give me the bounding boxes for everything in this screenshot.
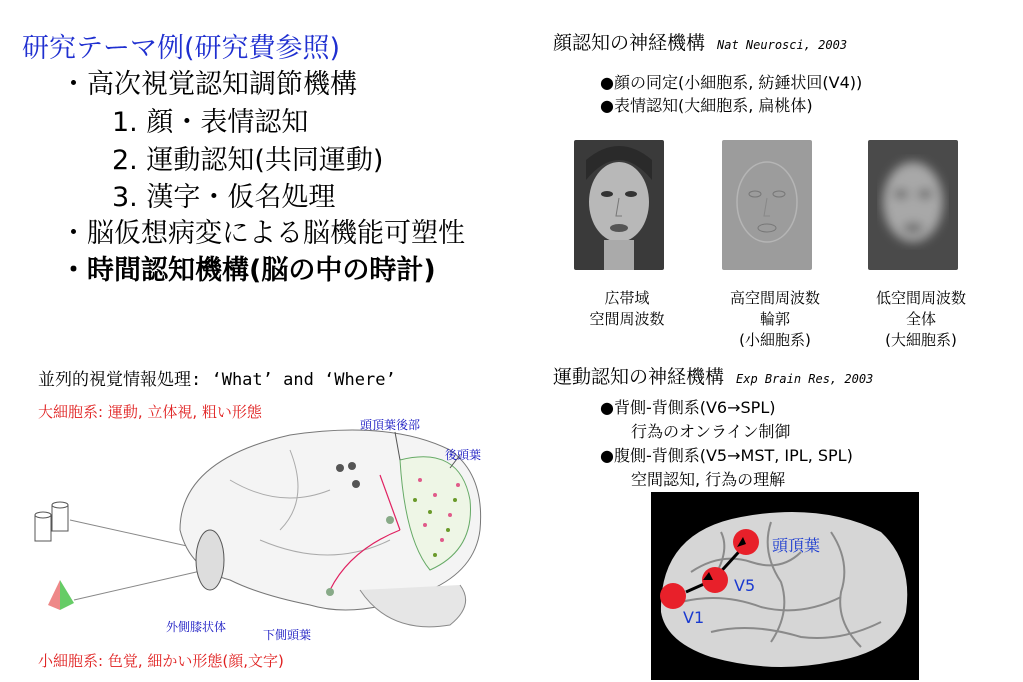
caption-high-freq bbox=[720, 288, 830, 351]
caption-line: 広帯域 bbox=[604, 289, 650, 307]
list-item-time: ・時間認知機構(脳の中の時計) bbox=[60, 255, 436, 286]
cube-stimulus bbox=[35, 502, 68, 541]
face-heading-text: 顔認知の神経機構 bbox=[553, 32, 706, 54]
motion-line-3: ●腹側-背側系(V5→MST, IPL, SPL) bbox=[600, 446, 853, 465]
face-bullet-2: ●表情認知(大細胞系, 扁桃体) bbox=[600, 96, 813, 115]
caption-line: (大細胞系) bbox=[885, 331, 957, 349]
motion-line-4: 空間認知, 行為の理解 bbox=[631, 470, 786, 489]
label-v1: V1 bbox=[683, 608, 705, 627]
face-image-low-freq bbox=[868, 140, 958, 270]
motion-citation: Exp Brain Res, 2003 bbox=[736, 372, 874, 386]
label-parietal-posterior: 頭頂葉後部 bbox=[360, 418, 421, 432]
caption-broadband bbox=[577, 288, 677, 330]
list-item-plasticity: ・脳仮想病変による脳機能可塑性 bbox=[60, 218, 465, 249]
human-brain-image bbox=[651, 492, 919, 680]
motion-heading-text: 運動認知の神経機構 bbox=[553, 366, 725, 388]
caption-line: (小細胞系) bbox=[739, 331, 811, 349]
face-citation: Nat Neurosci, 2003 bbox=[717, 38, 848, 52]
parvo-label: 小細胞系: 色覚, 細かい形態(顔,文字) bbox=[38, 652, 284, 670]
caption-line: 空間周波数 bbox=[589, 310, 665, 328]
pyramid-stimulus bbox=[48, 580, 74, 610]
caption-line: 輪郭 bbox=[759, 310, 790, 328]
caption-line: 低空間周波数 bbox=[875, 289, 966, 307]
label-lgn: 外側膝状体 bbox=[166, 620, 227, 634]
label-occipital: 後頭葉 bbox=[445, 448, 482, 462]
magno-label: 大細胞系: 運動, 立体視, 粗い形態 bbox=[38, 403, 262, 421]
list-item-kanji: 3. 漢字・仮名処理 bbox=[112, 182, 336, 213]
caption-line: 全体 bbox=[905, 310, 936, 328]
list-item-motion: 2. 運動認知(共同運動) bbox=[112, 145, 384, 176]
monkey-brain-diagram bbox=[30, 420, 510, 650]
face-image-high-freq bbox=[722, 140, 812, 270]
label-inferior-temporal: 下側頭葉 bbox=[263, 628, 312, 642]
caption-line: 高空間周波数 bbox=[729, 289, 820, 307]
face-bullet-1: ●顔の同定(小細胞系, 紡錘状回(V4)) bbox=[600, 73, 863, 92]
list-item-highlevel: ・高次視覚認知調節機構 bbox=[60, 69, 357, 100]
visual-heading: 並列的視覚情報処理: ‘What’ and ‘Where’ bbox=[38, 370, 396, 390]
label-parietal: 頭頂葉 bbox=[772, 536, 821, 555]
motion-line-2: 行為のオンライン制御 bbox=[631, 422, 791, 441]
face-heading bbox=[553, 28, 847, 55]
label-v5: V5 bbox=[734, 576, 756, 595]
motion-heading bbox=[553, 362, 873, 389]
face-image-broadband bbox=[574, 140, 664, 270]
slide-title: 研究テーマ例(研究費参照) bbox=[22, 33, 341, 64]
motion-line-1: ●背側-背側系(V6→SPL) bbox=[600, 398, 776, 417]
caption-low-freq bbox=[866, 288, 976, 351]
list-item-face: 1. 顔・表情認知 bbox=[112, 107, 309, 138]
